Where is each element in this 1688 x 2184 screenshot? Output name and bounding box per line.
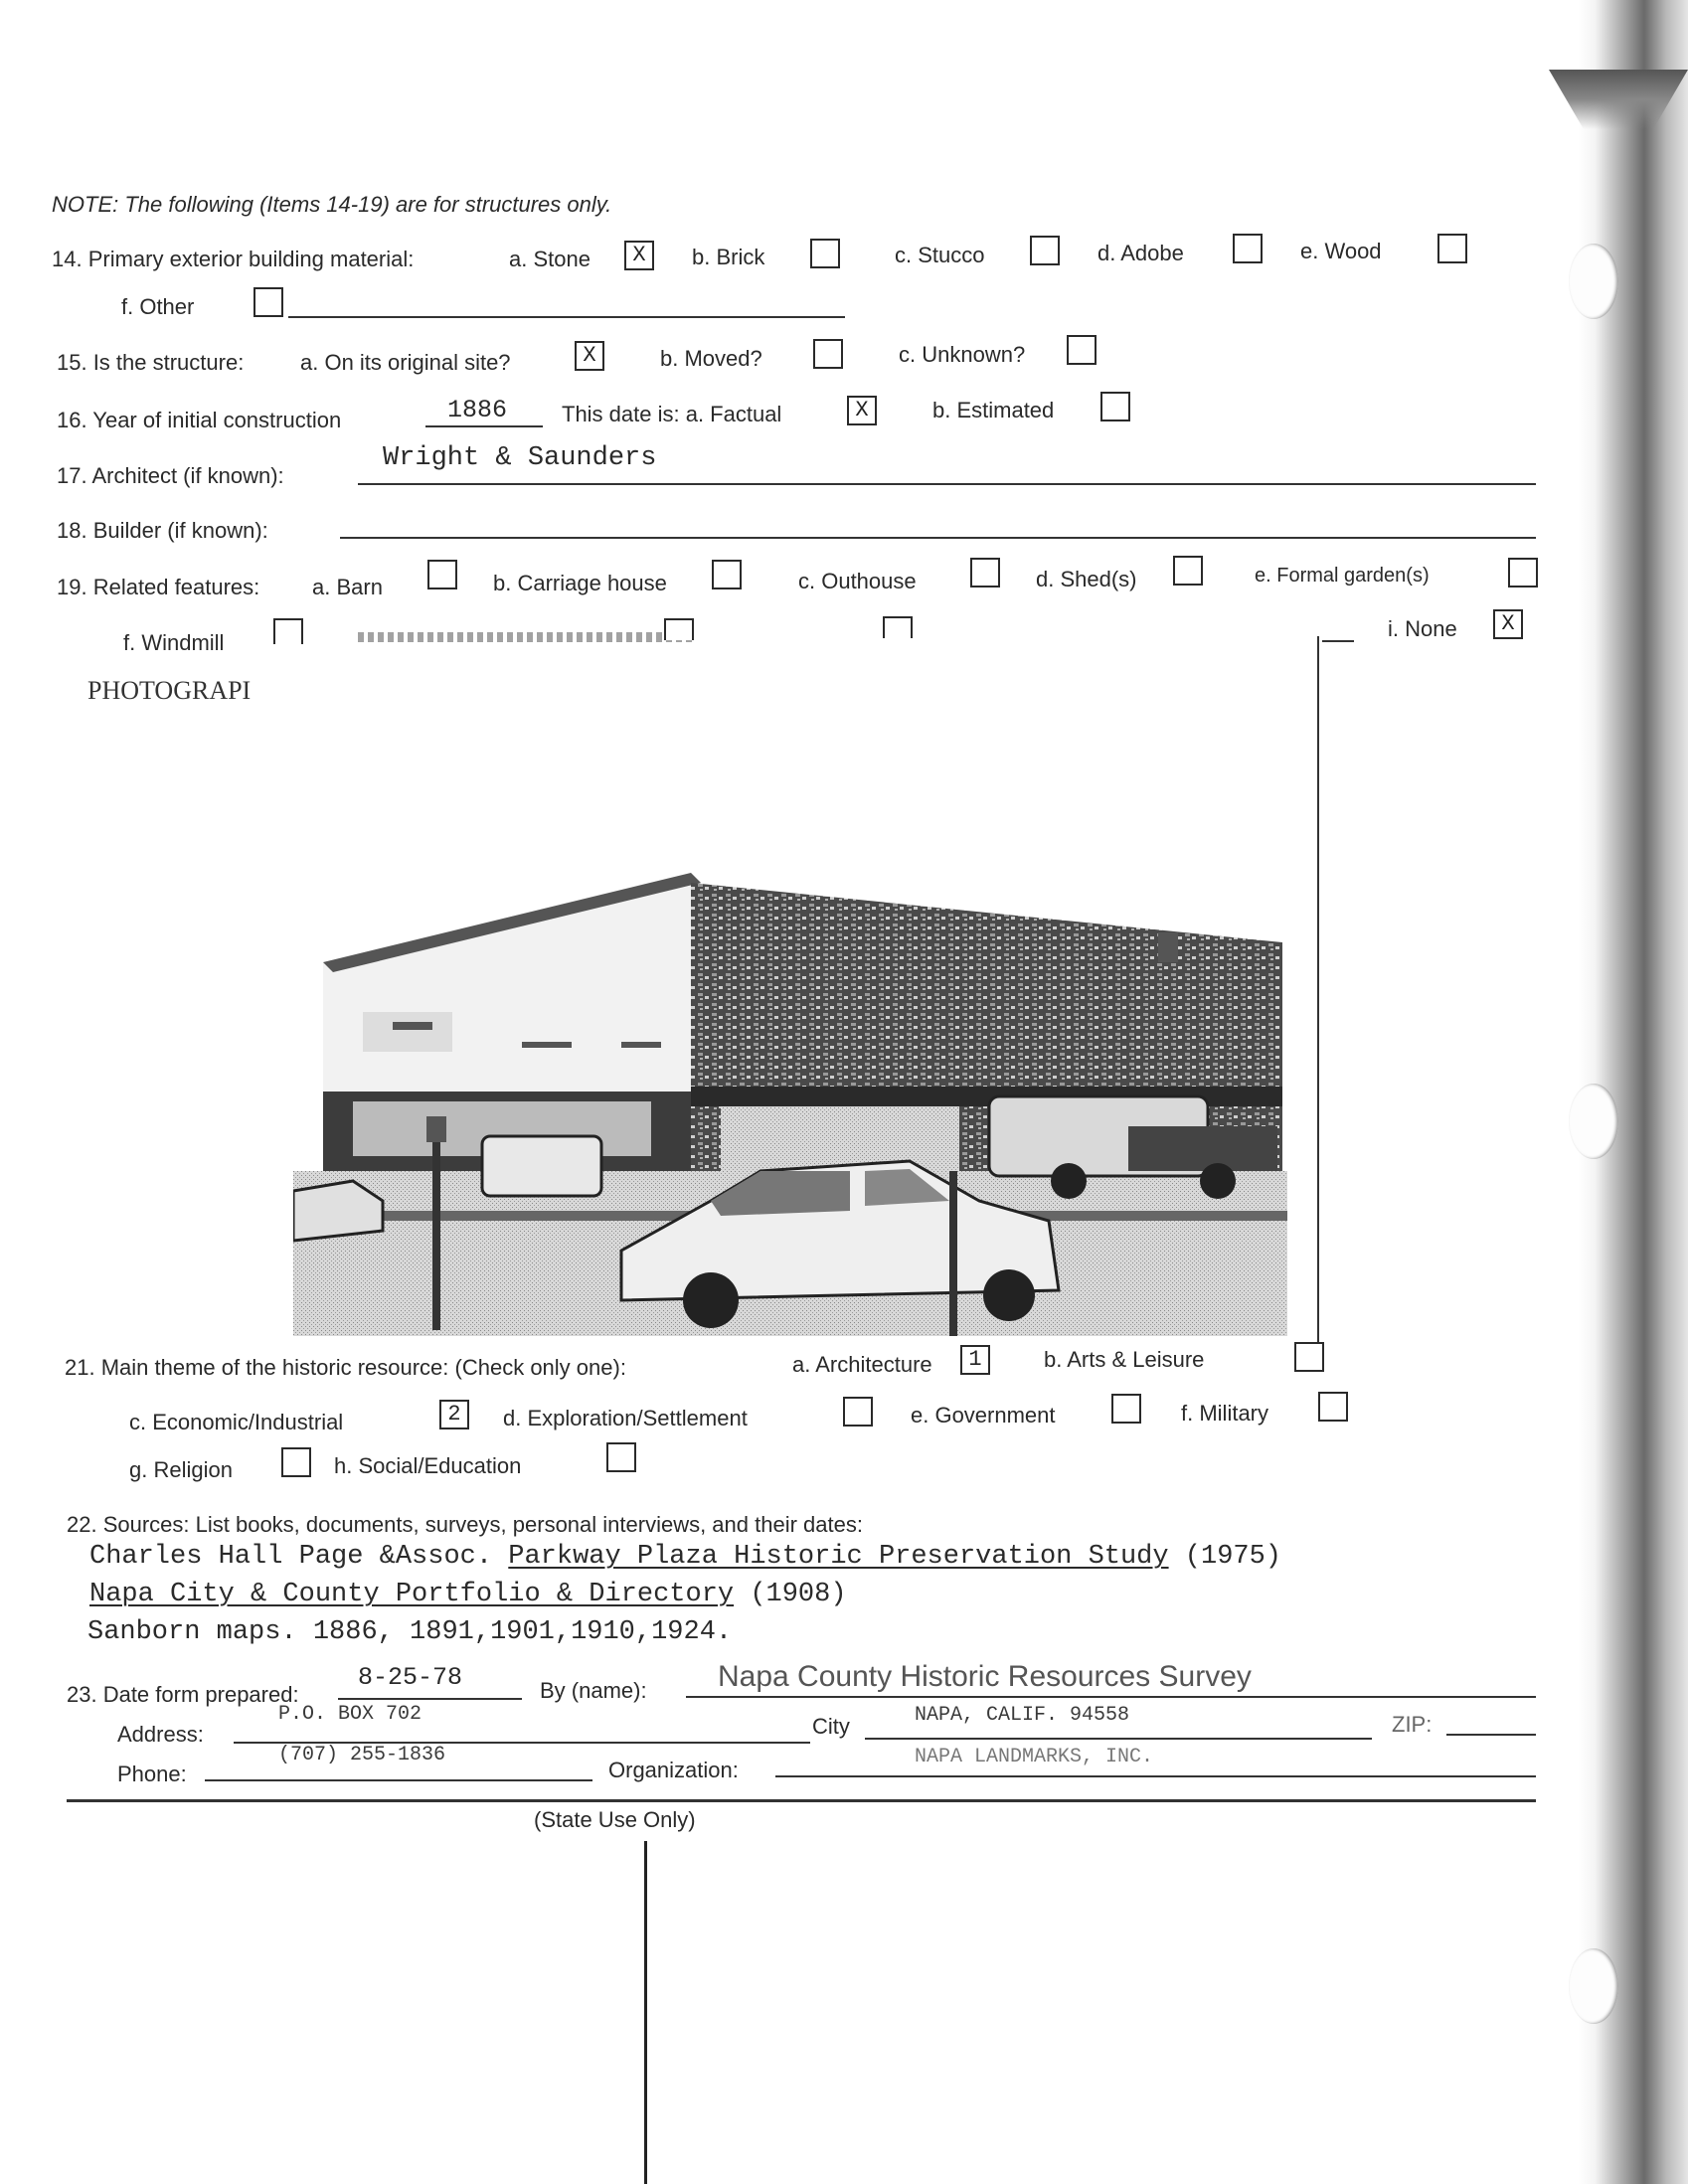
item14-brick-label: b. Brick [692, 245, 765, 269]
item23-org-line [775, 1775, 1536, 1777]
item17-line [358, 483, 1536, 485]
form-bottom-divider [67, 1799, 1536, 1802]
item14-stucco-label: c. Stucco [895, 243, 985, 267]
item21-religion-label: g. Religion [129, 1457, 233, 1482]
item22-source-2 [89, 1580, 847, 1609]
item22-source-2-title: Napa City & County Portfolio & Directory [89, 1580, 735, 1609]
item19-label: 19. Related features: [57, 575, 260, 599]
item22-label: 22. Sources: List books, documents, surveys, personal interviews, and their dates: [67, 1512, 863, 1537]
item21-military-checkbox[interactable] [1318, 1392, 1348, 1422]
item19-other-checkbox[interactable] [883, 616, 913, 638]
item19-carriage-house-checkbox[interactable] [712, 560, 742, 589]
item19-sheds-checkbox[interactable] [1173, 556, 1203, 586]
item15-moved-label: b. Moved? [660, 346, 762, 371]
item18-label: 18. Builder (if known): [57, 518, 268, 543]
item21-social-checkbox[interactable] [606, 1442, 636, 1472]
item14-other-checkbox[interactable] [253, 287, 283, 317]
item23-zip-label: ZIP: [1392, 1712, 1433, 1737]
item23-date-value: 8-25-78 [358, 1663, 463, 1692]
item19-formal-garden-label: e. Formal garden(s) [1255, 565, 1430, 587]
item19-barn-checkbox[interactable] [427, 560, 457, 589]
item19-none-dash [1322, 640, 1354, 642]
item19-carriage-house-label: b. Carriage house [493, 571, 667, 595]
item21-architecture-checkbox[interactable]: 1 [960, 1345, 990, 1375]
punch-hole [1569, 1084, 1618, 1159]
item16-estimated-checkbox[interactable] [1100, 392, 1130, 421]
item19-formal-garden-checkbox[interactable] [1508, 558, 1538, 588]
item23-zip-line [1446, 1734, 1536, 1736]
item22-source-1-year: (1975) [1184, 1542, 1282, 1572]
structures-note: NOTE: The following (Items 14-19) are for structures only. [52, 192, 612, 217]
item19-watertower-checkbox[interactable] [664, 618, 694, 640]
item23-phone-value: (707) 255-1836 [278, 1744, 446, 1766]
item19-outhouse-checkbox[interactable] [970, 558, 1000, 588]
item19-none-checkbox[interactable]: X [1493, 609, 1523, 639]
item23-city-line [865, 1738, 1372, 1740]
item23-address-label: Address: [117, 1722, 204, 1747]
item23-address-value: P.O. BOX 702 [278, 1703, 422, 1726]
item19-barn-label: a. Barn [312, 575, 383, 599]
item19-none-label: i. None [1388, 616, 1457, 641]
item16-label: 16. Year of initial construction [57, 408, 342, 432]
item14-other-label: f. Other [121, 294, 195, 319]
item23-phone-line [205, 1779, 592, 1781]
item16-year-value: 1886 [447, 396, 508, 424]
item21-exploration-checkbox[interactable] [843, 1397, 873, 1427]
item23-by-label: By (name): [540, 1678, 647, 1703]
item21-label: 21. Main theme of the historic resource: (Check only one): [65, 1355, 626, 1380]
item15-unknown-checkbox[interactable] [1067, 335, 1097, 365]
item14-label: 14. Primary exterior building material: [52, 247, 415, 271]
item23-city-label: City [812, 1714, 850, 1739]
item17-architect-value: Wright & Saunders [383, 443, 657, 473]
item14-wood-checkbox[interactable] [1437, 234, 1467, 263]
item23-by-value: Napa County Historic Resources Survey [718, 1660, 1252, 1693]
state-use-divider [644, 1841, 647, 2184]
item15-unknown-label: c. Unknown? [899, 342, 1026, 367]
building-photograph [293, 873, 1287, 1336]
item14-stone-checkbox[interactable]: X [624, 241, 654, 270]
item21-economic-checkbox[interactable]: 2 [439, 1400, 469, 1429]
item23-org-value: NAPA LANDMARKS, INC. [915, 1746, 1154, 1768]
item21-architecture-label: a. Architecture [792, 1352, 932, 1377]
item16-factual-checkbox[interactable]: X [847, 396, 877, 425]
punch-hole [1569, 1948, 1618, 2024]
item14-stone-label: a. Stone [509, 247, 591, 271]
item21-arts-leisure-label: b. Arts & Leisure [1044, 1347, 1205, 1372]
item19-windmill-checkbox[interactable] [273, 618, 303, 644]
item16-estimated-label: b. Estimated [932, 398, 1055, 422]
item23-city-value: NAPA, CALIF. 94558 [915, 1704, 1130, 1727]
item15-moved-checkbox[interactable] [813, 339, 843, 369]
item21-arts-leisure-checkbox[interactable] [1294, 1342, 1324, 1372]
item23-by-line [686, 1696, 1536, 1698]
item22-source-1-title: Parkway Plaza Historic Preservation Study [508, 1542, 1169, 1572]
item23-phone-label: Phone: [117, 1762, 187, 1786]
item14-brick-checkbox[interactable] [810, 239, 840, 268]
item14-stucco-checkbox[interactable] [1030, 236, 1060, 265]
item22-source-3: Sanborn maps. 1886, 1891,1901,1910,1924. [87, 1617, 733, 1647]
item21-social-label: h. Social/Education [334, 1453, 522, 1478]
item17-label: 17. Architect (if known): [57, 463, 284, 488]
item23-label: 23. Date form prepared: [67, 1682, 299, 1707]
item21-exploration-label: d. Exploration/Settlement [503, 1406, 748, 1430]
item15-original-site-checkbox[interactable]: X [575, 341, 604, 371]
item14-other-line [288, 316, 845, 318]
item16-factual-label: This date is: a. Factual [562, 402, 782, 426]
state-use-only-label: (State Use Only) [534, 1807, 696, 1832]
punch-hole [1569, 244, 1618, 319]
item15-label: 15. Is the structure: [57, 350, 245, 375]
item14-adobe-label: d. Adobe [1097, 241, 1184, 265]
item21-military-label: f. Military [1181, 1401, 1268, 1426]
item22-source-2-year: (1908) [750, 1580, 847, 1609]
item19-obscured-text [358, 632, 696, 642]
item18-line [340, 537, 1536, 539]
item23-org-label: Organization: [608, 1758, 739, 1782]
item19-sheds-label: d. Shed(s) [1036, 567, 1137, 591]
item21-religion-checkbox[interactable] [281, 1447, 311, 1477]
item21-government-label: e. Government [911, 1403, 1056, 1428]
item22-source-1-author: Charles Hall Page &Assoc. [89, 1542, 493, 1572]
item21-economic-label: c. Economic/Industrial [129, 1410, 344, 1434]
item19-windmill-label: f. Windmill [123, 630, 225, 655]
item15-original-site-label: a. On its original site? [300, 350, 511, 375]
item14-adobe-checkbox[interactable] [1233, 234, 1263, 263]
item19-outhouse-label: c. Outhouse [798, 569, 917, 593]
item23-date-line [338, 1698, 522, 1700]
item16-year-line [425, 425, 543, 427]
item14-wood-label: e. Wood [1300, 239, 1382, 263]
item21-government-checkbox[interactable] [1111, 1394, 1141, 1424]
photograph-label: PHOTOGRAPI [87, 676, 252, 705]
item22-source-1 [89, 1542, 1281, 1572]
photograph-box-border [1317, 636, 1319, 1352]
